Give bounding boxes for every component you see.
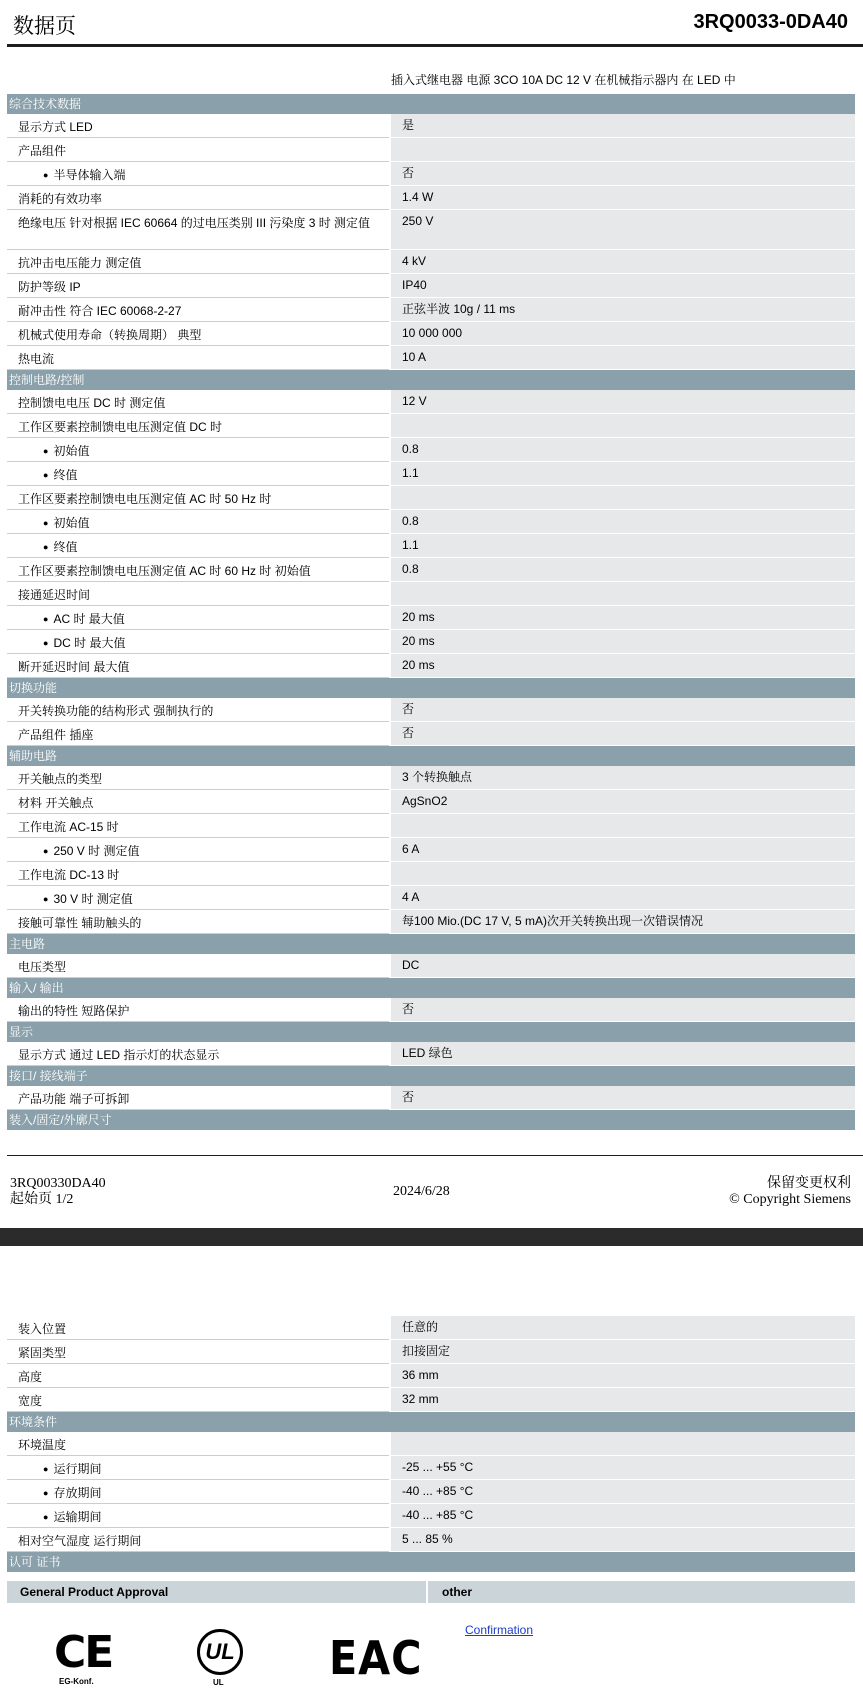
spec-label-text: 工作电流 AC-15 时 (18, 820, 119, 834)
spec-label-text: 产品组件 插座 (18, 728, 94, 742)
spec-label-text: 显示方式 通过 LED 指示灯的状态显示 (18, 1048, 220, 1062)
bullet-icon: ● (43, 1488, 49, 1498)
section-header: 辅助电路 (7, 746, 855, 766)
spec-label (7, 1316, 389, 1340)
header-divider (7, 44, 863, 47)
spec-label (7, 534, 389, 558)
spec-value (391, 1432, 855, 1456)
spec-row (7, 486, 855, 510)
spec-label-text: 电压类型 (18, 960, 67, 974)
spec-label-text: 终值 (53, 468, 78, 482)
bullet-icon: ● (43, 1464, 49, 1474)
spec-value: 否 (391, 1086, 855, 1110)
spec-label-text: 终值 (53, 540, 78, 554)
spec-label (7, 438, 389, 462)
page-footer (0, 1172, 863, 1222)
spec-label (7, 162, 389, 186)
section-header: 环境条件 (7, 1412, 855, 1432)
spec-label (7, 814, 389, 838)
spec-label-text: 产品功能 端子可拆卸 (18, 1092, 130, 1106)
spec-label (7, 138, 389, 162)
spec-value: 1.4 W (391, 186, 855, 210)
spec-label-text: 工作区要素控制馈电电压测定值 DC 时 (18, 420, 223, 434)
spec-label-text: 产品组件 (18, 144, 67, 158)
spec-value: 36 mm (391, 1364, 855, 1388)
spec-value: 否 (391, 698, 855, 722)
section-header: 切换功能 (7, 678, 855, 698)
ce-mark-icon: CE (54, 1627, 113, 1678)
spec-label (7, 654, 389, 678)
spec-label (7, 582, 389, 606)
spec-row (7, 186, 855, 210)
spec-row (7, 998, 855, 1022)
spec-row (7, 838, 855, 862)
spec-label-text: 机械式使用寿命（转换周期） 典型 (18, 328, 202, 342)
spec-label-text: 初始值 (53, 516, 90, 530)
spec-value: 3 个转换触点 (391, 766, 855, 790)
spec-label-text: 开关转换功能的结构形式 强制执行的 (18, 704, 214, 718)
spec-label (7, 1364, 389, 1388)
spec-value (391, 862, 855, 886)
spec-label (7, 1388, 389, 1412)
spec-value: 扣接固定 (391, 1340, 855, 1364)
spec-label-text: 显示方式 LED (18, 120, 93, 134)
product-description: 插入式继电器 电源 3CO 10A DC 12 V 在机械指示器内 在 LED 中 (391, 73, 736, 87)
spec-label-text: 运输期间 (53, 1510, 102, 1524)
bullet-icon: ● (43, 638, 49, 648)
spec-value: 4 kV (391, 250, 855, 274)
spec-value: 10 000 000 (391, 322, 855, 346)
spec-label (7, 838, 389, 862)
spec-label (7, 1528, 389, 1552)
spec-value (391, 582, 855, 606)
spec-row (7, 322, 855, 346)
spec-value: 是 (391, 114, 855, 138)
spec-label (7, 558, 389, 582)
spec-value (391, 486, 855, 510)
bullet-icon: ● (43, 446, 49, 456)
spec-value: AgSnO2 (391, 790, 855, 814)
page-title: 数据页 (13, 15, 76, 38)
spec-label (7, 630, 389, 654)
spec-label-text: 耐冲击性 符合 IEC 60068-2-27 (18, 304, 182, 318)
spec-row (7, 274, 855, 298)
spec-label (7, 722, 389, 746)
spec-label-text: 装入位置 (18, 1322, 67, 1336)
spec-value: DC (391, 954, 855, 978)
spec-value: LED 绿色 (391, 1042, 855, 1066)
footer-rights: 保留变更权利 (767, 1176, 851, 1191)
spec-row (7, 114, 855, 138)
spec-label (7, 390, 389, 414)
spec-row (7, 414, 855, 438)
spec-label (7, 1432, 389, 1456)
spec-row (7, 1432, 855, 1456)
spec-value: -25 ... +55 °C (391, 1456, 855, 1480)
spec-row (7, 250, 855, 274)
spec-row (7, 630, 855, 654)
spec-label (7, 346, 389, 370)
spec-label (7, 486, 389, 510)
spec-label-text: 接通延迟时间 (18, 588, 91, 602)
spec-label-text: 运行期间 (53, 1462, 102, 1476)
bullet-icon: ● (43, 470, 49, 480)
eac-mark-icon: EAC (329, 1631, 423, 1685)
spec-label-text: 断开延迟时间 最大值 (18, 660, 130, 674)
spec-row (7, 654, 855, 678)
spec-value: -40 ... +85 °C (391, 1504, 855, 1528)
spec-row (7, 862, 855, 886)
spec-label (7, 766, 389, 790)
spec-value: 20 ms (391, 654, 855, 678)
footer-divider (7, 1155, 863, 1156)
spec-value: 1.1 (391, 534, 855, 558)
section-header: 控制电路/控制 (7, 370, 855, 390)
spec-value: 每100 Mio.(DC 17 V, 5 mA)次开关转换出现一次错误情况 (391, 910, 855, 934)
section-header: 认可 证书 (7, 1552, 855, 1572)
spec-label (7, 886, 389, 910)
spec-row (7, 1042, 855, 1066)
footer-copyright: © Copyright Siemens (729, 1192, 851, 1207)
spec-value: 250 V (391, 210, 855, 250)
spec-value: 12 V (391, 390, 855, 414)
spec-label-text: 紧固类型 (18, 1346, 67, 1360)
spec-label-text: 初始值 (53, 444, 90, 458)
spec-row (7, 1480, 855, 1504)
spec-row (7, 1316, 855, 1340)
spec-label-text: 防护等级 IP (18, 280, 81, 294)
spec-value (391, 138, 855, 162)
spec-label-text: 环境温度 (18, 1438, 67, 1452)
spec-value: 1.1 (391, 462, 855, 486)
spec-label-text: 控制馈电电压 DC 时 测定值 (18, 396, 166, 410)
spec-value: 10 A (391, 346, 855, 370)
spec-label (7, 954, 389, 978)
bullet-icon: ● (43, 170, 49, 180)
spec-row (7, 298, 855, 322)
spec-row (7, 1086, 855, 1110)
approvals-col-other: other (442, 1585, 472, 1599)
spec-row (7, 606, 855, 630)
spec-label-text: 工作电流 DC-13 时 (18, 868, 120, 882)
spec-value (391, 814, 855, 838)
spec-row (7, 698, 855, 722)
spec-label (7, 606, 389, 630)
spec-row (7, 210, 855, 250)
spec-label (7, 462, 389, 486)
spec-label-text: 宽度 (18, 1394, 43, 1408)
spec-value: 任意的 (391, 1316, 855, 1340)
spec-row (7, 766, 855, 790)
spec-label-text: DC 时 最大值 (53, 636, 126, 650)
spec-value: 0.8 (391, 510, 855, 534)
spec-label (7, 250, 389, 274)
spec-row (7, 438, 855, 462)
spec-label (7, 998, 389, 1022)
spec-label-text: AC 时 最大值 (53, 612, 125, 626)
footer-date: 2024/6/28 (393, 1184, 450, 1199)
footer-right (729, 1176, 851, 1208)
spec-label-text: 材料 开关触点 (18, 796, 94, 810)
spec-label (7, 1340, 389, 1364)
section-header: 装入/固定/外廓尺寸 (7, 1110, 855, 1130)
spec-row (7, 1364, 855, 1388)
spec-value: 否 (391, 162, 855, 186)
spec-row (7, 462, 855, 486)
spec-label-text: 相对空气湿度 运行期间 (18, 1534, 142, 1548)
ce-mark-caption: EG-Konf. (59, 1677, 94, 1686)
section-header: 显示 (7, 1022, 855, 1042)
spec-label (7, 510, 389, 534)
spec-label (7, 1042, 389, 1066)
spec-label-text: 消耗的有效功率 (18, 192, 103, 206)
spec-label (7, 1480, 389, 1504)
spec-label (7, 210, 389, 250)
bullet-icon: ● (43, 542, 49, 552)
spec-label-text: 绝缘电压 针对根据 IEC 60664 的过电压类别 III 污染度 3 时 测定值 (18, 216, 371, 230)
spec-row (7, 162, 855, 186)
spec-row (7, 1528, 855, 1552)
spec-row (7, 138, 855, 162)
spec-row (7, 954, 855, 978)
spec-label-text: 高度 (18, 1370, 43, 1384)
approvals-header (7, 1581, 855, 1603)
spec-row (7, 910, 855, 934)
spec-label (7, 414, 389, 438)
spec-label (7, 1504, 389, 1528)
spec-label-text: 接触可靠性 辅助触头的 (18, 916, 142, 930)
spec-label-text: 250 V 时 测定值 (53, 844, 140, 858)
spec-value: 4 A (391, 886, 855, 910)
approvals-section (7, 1581, 855, 1703)
spec-row (7, 558, 855, 582)
bullet-icon: ● (43, 846, 49, 856)
spec-value: 0.8 (391, 558, 855, 582)
spec-value: -40 ... +85 °C (391, 1480, 855, 1504)
spec-label (7, 698, 389, 722)
spec-label-text: 开关触点的类型 (18, 772, 103, 786)
spec-label (7, 862, 389, 886)
spec-label (7, 274, 389, 298)
spec-value: 32 mm (391, 1388, 855, 1412)
spec-value: 5 ... 85 % (391, 1528, 855, 1552)
page-break-band (0, 1228, 863, 1246)
spec-label (7, 322, 389, 346)
bullet-icon: ● (43, 1512, 49, 1522)
spec-value: 20 ms (391, 606, 855, 630)
spec-label (7, 114, 389, 138)
spec-row (7, 790, 855, 814)
spec-row (7, 722, 855, 746)
product-code: 3RQ0033-0DA40 (693, 11, 848, 33)
spec-label (7, 790, 389, 814)
spec-value: 否 (391, 998, 855, 1022)
footer-left (10, 1176, 106, 1208)
spec-label (7, 1086, 389, 1110)
spec-label-text: 热电流 (18, 352, 55, 366)
bullet-icon: ● (43, 894, 49, 904)
spec-label-text: 输出的特性 短路保护 (18, 1004, 130, 1018)
spec-label-text: 抗冲击电压能力 测定值 (18, 256, 142, 270)
spec-value: 0.8 (391, 438, 855, 462)
spec-row (7, 1388, 855, 1412)
spec-table-page-2 (7, 1316, 855, 1572)
spec-label-text: 30 V 时 测定值 (53, 892, 133, 906)
spec-label (7, 186, 389, 210)
spec-row (7, 534, 855, 558)
spec-row (7, 1340, 855, 1364)
confirmation-link[interactable]: Confirmation (465, 1623, 534, 1637)
spec-row (7, 346, 855, 370)
spec-label (7, 910, 389, 934)
spec-value: IP40 (391, 274, 855, 298)
section-header: 主电路 (7, 934, 855, 954)
section-header: 输入/ 输出 (7, 978, 855, 998)
spec-label-text: 半导体输入端 (53, 168, 126, 182)
spec-value: 20 ms (391, 630, 855, 654)
approval-logos (7, 1603, 855, 1703)
footer-code: 3RQ00330DA40 (10, 1176, 106, 1191)
spec-value (391, 414, 855, 438)
footer-page: 起始页 1/2 (10, 1192, 74, 1207)
spec-row (7, 582, 855, 606)
spec-label (7, 1456, 389, 1480)
spec-value: 6 A (391, 838, 855, 862)
spec-row (7, 814, 855, 838)
spec-table-page-1 (7, 94, 855, 1130)
ul-mark-caption: UL (213, 1678, 224, 1687)
spec-label-text: 工作区要素控制馈电电压测定值 AC 时 50 Hz 时 (18, 492, 272, 506)
spec-row (7, 510, 855, 534)
ul-mark-icon: UL (197, 1629, 243, 1675)
section-header: 综合技术数据 (7, 94, 855, 114)
bullet-icon: ● (43, 518, 49, 528)
spec-row (7, 886, 855, 910)
spec-label-text: 工作区要素控制馈电电压测定值 AC 时 60 Hz 时 初始值 (18, 564, 311, 578)
spec-row (7, 1456, 855, 1480)
page-header (0, 0, 863, 48)
approvals-col-general: General Product Approval (7, 1581, 428, 1603)
spec-label-text: 存放期间 (53, 1486, 102, 1500)
spec-value: 正弦半波 10g / 11 ms (391, 298, 855, 322)
bullet-icon: ● (43, 614, 49, 624)
section-header: 接口/ 接线端子 (7, 1066, 855, 1086)
spec-row (7, 1504, 855, 1528)
spec-value: 否 (391, 722, 855, 746)
spec-row (7, 390, 855, 414)
spec-label (7, 298, 389, 322)
